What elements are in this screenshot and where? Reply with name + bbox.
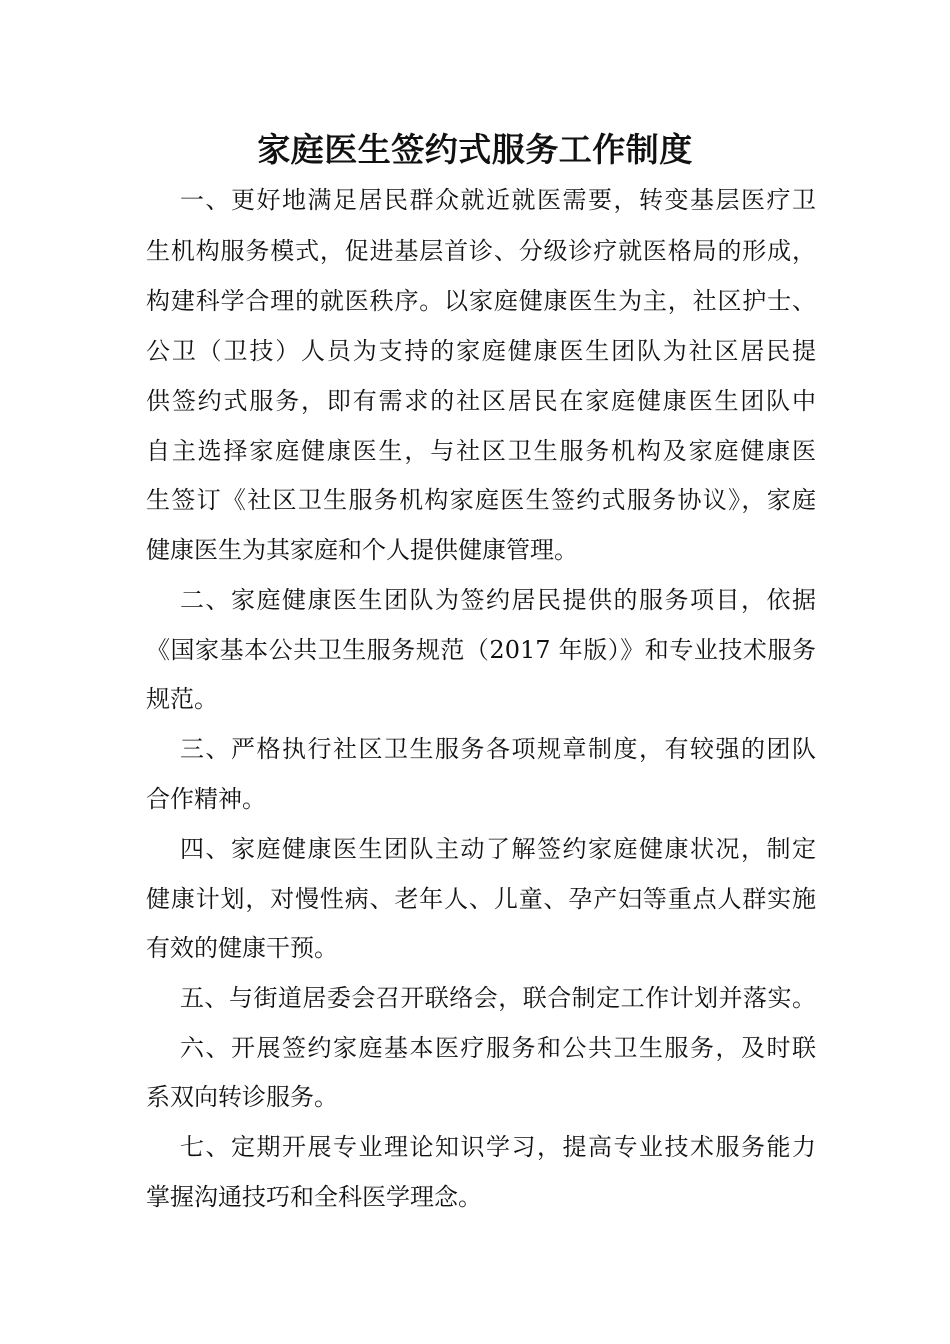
paragraph-line: 供签约式服务，即有需求的社区居民在家庭健康医生团队中: [146, 387, 816, 415]
paragraph-line: 自主选择家庭健康医生，与社区卫生服务机构及家庭健康医: [146, 437, 816, 465]
paragraph-line: 四、家庭健康医生团队主动了解签约家庭健康状况，制定: [180, 835, 816, 863]
paragraph-line: 健康计划，对慢性病、老年人、儿童、孕产妇等重点人群实施: [146, 885, 816, 913]
paragraph-line: 六、开展签约家庭基本医疗服务和公共卫生服务，及时联: [180, 1034, 816, 1062]
paragraph-line: 公卫（卫技）人员为支持的家庭健康医生团队为社区居民提: [146, 337, 816, 365]
paragraph-line: 五、与街道居委会召开联络会，联合制定工作计划并落实。: [180, 984, 816, 1012]
paragraph-line: 《国家基本公共卫生服务规范（2017 年版）》和专业技术服务: [146, 636, 816, 664]
paragraph-line: 有效的健康干预。: [146, 934, 338, 962]
paragraph-line: 一、更好地满足居民群众就近就医需要，转变基层医疗卫: [180, 186, 816, 214]
paragraph-line: 系双向转诊服务。: [146, 1083, 338, 1111]
paragraph-line: 三、严格执行社区卫生服务各项规章制度，有较强的团队: [180, 735, 816, 763]
paragraph-line: 合作精神。: [146, 785, 266, 813]
paragraph-line: 生签订《社区卫生服务机构家庭医生签约式服务协议》，家庭: [146, 486, 816, 514]
document-title: 家庭医生签约式服务工作制度: [257, 130, 693, 169]
paragraph-line: 生机构服务模式，促进基层首诊、分级诊疗就医格局的形成，: [146, 237, 816, 265]
paragraph-line: 构建科学合理的就医秩序。以家庭健康医生为主，社区护士、: [146, 287, 816, 315]
paragraph-line: 二、家庭健康医生团队为签约居民提供的服务项目，依据: [180, 586, 816, 614]
paragraph-line: 七、定期开展专业理论知识学习，提高专业技术服务能力: [180, 1133, 816, 1161]
paragraph-line: 掌握沟通技巧和全科医学理念。: [146, 1183, 482, 1211]
paragraph-line: 健康医生为其家庭和个人提供健康管理。: [146, 536, 578, 564]
paragraph-line: 规范。: [146, 685, 218, 713]
